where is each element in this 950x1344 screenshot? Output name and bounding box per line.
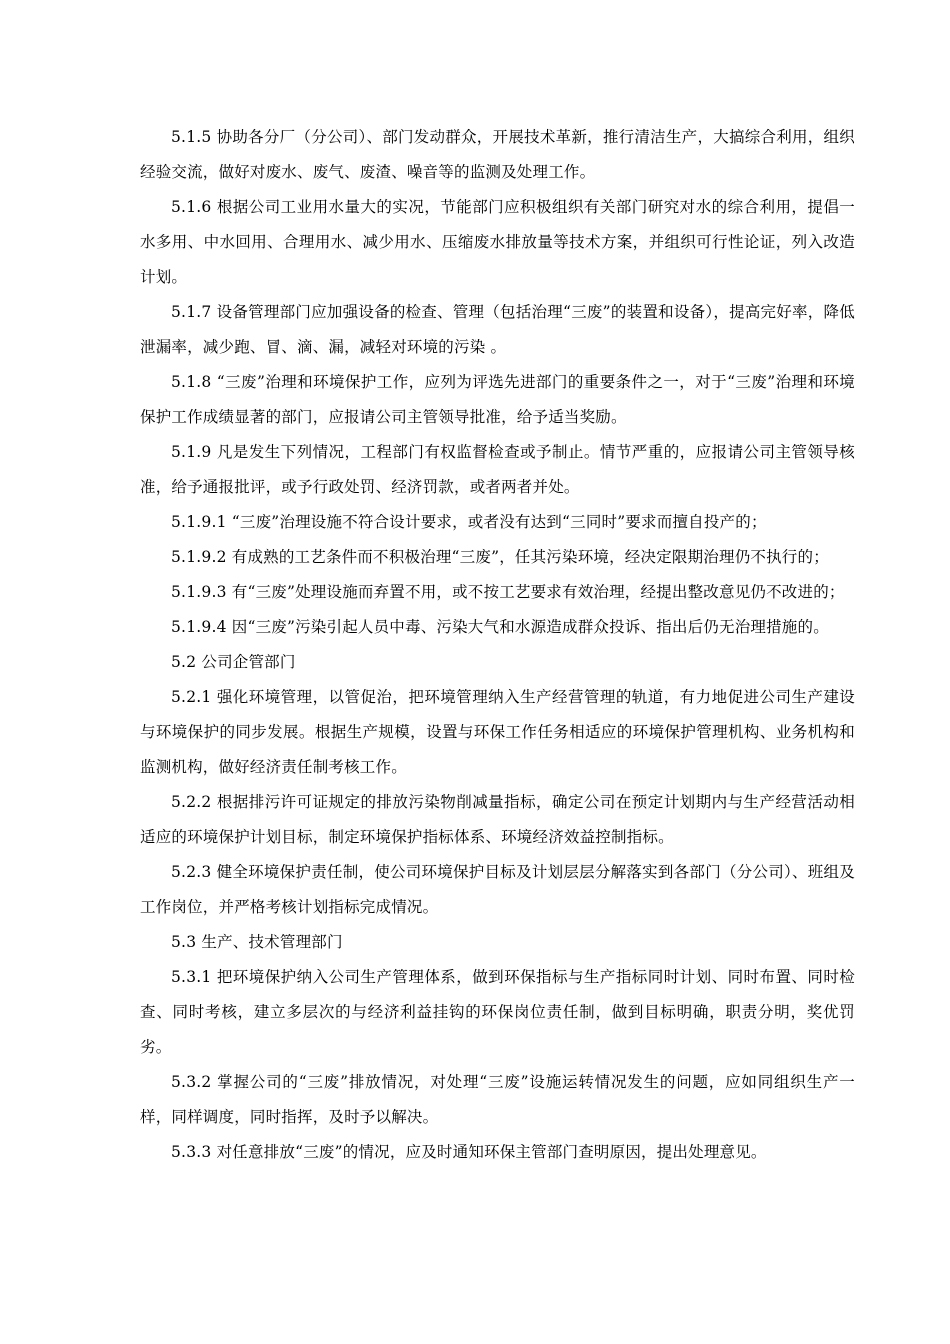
paragraph-5-2-3: 5.2.3 健全环境保护责任制，使公司环境保护目标及计划层层分解落实到各部门（分公司）、班组及工作岗位，并严格考核计划指标完成情况。 <box>140 863 855 916</box>
paragraph-5-3-3: 5.3.3 对任意排放“三废”的情况，应及时通知环保主管部门查明原因，提出处理意见。 <box>171 1143 767 1161</box>
paragraph-5-1-9-1: 5.1.9.1 “三废”治理设施不符合设计要求，或者没有达到“三同时”要求而擅自投产的； <box>171 513 767 531</box>
paragraph-5-1-9-2: 5.1.9.2 有成熟的工艺条件而不积极治理“三废”，任其污染环境，经决定限期治理仍不执行的； <box>171 548 829 566</box>
paragraph-5-3-2: 5.3.2 掌握公司的“三废”排放情况，对处理“三废”设施运转情况发生的问题，应如同组织生产一样，同样调度，同时指挥，及时予以解决。 <box>140 1073 855 1126</box>
paragraph-5-1-9-3: 5.1.9.3 有“三废”处理设施而弃置不用，或不按工艺要求有效治理，经提出整改意见仍不改进的； <box>171 583 845 601</box>
document-body <box>140 120 855 1170</box>
paragraph-5-2-1: 5.2.1 强化环境管理，以管促治，把环境管理纳入生产经营管理的轨道，有力地促进公司生产建设与环境保护的同步发展。根据生产规模，设置与环保工作任务相适应的环境保护管理机构、业务机构和监测机构，做好经济责任制考核工作。 <box>140 688 855 776</box>
paragraph-5-1-6: 5.1.6 根据公司工业用水量大的实况，节能部门应积极组织有关部门研究对水的综合利用，提倡一水多用、中水回用、合理用水、减少用水、压缩废水排放量等技术方案，并组织可行性论证，列入改造计划。 <box>140 198 855 286</box>
paragraph-5-1-9-4: 5.1.9.4 因“三废”污染引起人员中毒、污染大气和水源造成群众投诉、指出后仍无治理措施的。 <box>171 618 829 636</box>
paragraph-5-2-2: 5.2.2 根据排污许可证规定的排放污染物削减量指标，确定公司在预定计划期内与生产经营活动相适应的环境保护计划目标，制定环境保护指标体系、环境经济效益控制指标。 <box>140 793 855 846</box>
paragraph-5-1-7: 5.1.7 设备管理部门应加强设备的检查、管理（包括治理“三废”的装置和设备），提高完好率，降低泄漏率，减少跑、冒、滴、漏，减轻对环境的污染 。 <box>140 303 855 356</box>
paragraph-5-1-5: 5.1.5 协助各分厂（分公司）、部门发动群众，开展技术革新，推行清洁生产，大搞综合利用，组织经验交流，做好对废水、废气、废渣、噪音等的监测及处理工作。 <box>140 128 855 181</box>
paragraph-5-3-1: 5.3.1 把环境保护纳入公司生产管理体系，做到环保指标与生产指标同时计划、同时布置、同时检查、同时考核，建立多层次的与经济利益挂钩的环保岗位责任制，做到目标明确，职责分明，奖优罚劣。 <box>140 968 855 1056</box>
paragraph-5-1-9: 5.1.9 凡是发生下列情况，工程部门有权监督检查或予制止。情节严重的，应报请公司主管领导核准，给予通报批评，或予行政处罚、经济罚款，或者两者并处。 <box>140 443 855 496</box>
section-heading-5-3: 5.3 生产、技术管理部门 <box>171 933 343 951</box>
section-heading-5-2: 5.2 公司企管部门 <box>171 653 296 671</box>
paragraph-5-1-8: 5.1.8 “三废”治理和环境保护工作，应列为评选先进部门的重要条件之一，对于“三废”治理和环境保护工作成绩显著的部门，应报请公司主管领导批准，给予适当奖励。 <box>140 373 855 426</box>
